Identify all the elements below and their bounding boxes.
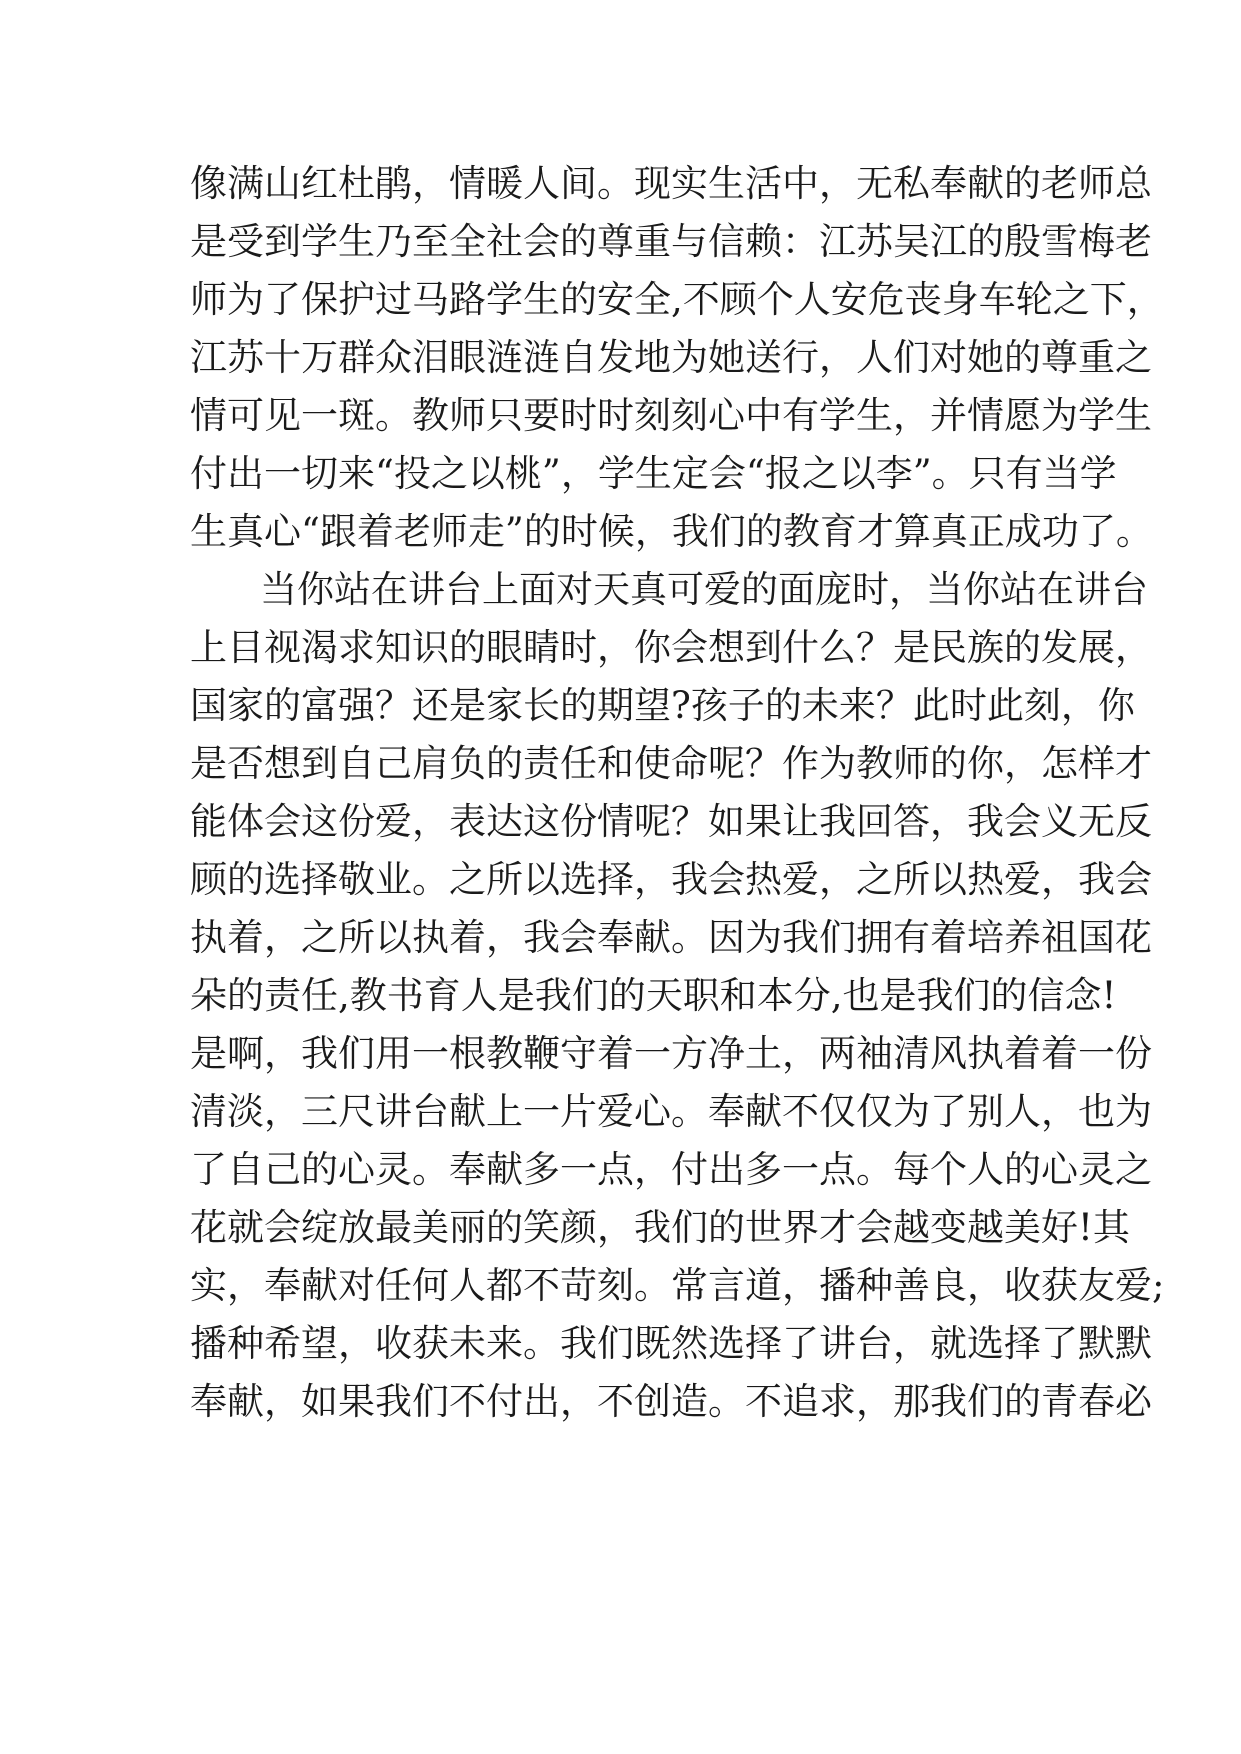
text-line: 付出一切来“投之以桃”，学生定会“报之以李”。只有当学 [190, 452, 1117, 495]
text-line: 江苏十万群众泪眼涟涟自发地为她送行，人们对她的尊重之 [190, 336, 1152, 379]
text-line: 是受到学生乃至全社会的尊重与信赖：江苏吴江的殷雪梅老 [190, 220, 1152, 263]
text-line: 播种希望，收获未来。我们既然选择了讲台，就选择了默默 [190, 1322, 1152, 1365]
body-text [190, 155, 1165, 1431]
text-line: 是否想到自己肩负的责任和使命呢？作为教师的你，怎样才 [190, 742, 1152, 785]
text-line: 是啊，我们用一根教鞭守着一方净土，两袖清风执着着一份 [190, 1032, 1152, 1075]
text-line: 顾的选择敬业。之所以选择，我会热爱，之所以热爱，我会 [190, 858, 1152, 901]
text-line: 清淡，三尺讲台献上一片爱心。奉献不仅仅为了别人，也为 [190, 1090, 1152, 1133]
text-line: 能体会这份爱，表达这份情呢？如果让我回答，我会义无反 [190, 800, 1152, 843]
text-line: 上目视渴求知识的眼睛时，你会想到什么？是民族的发展， [190, 626, 1152, 669]
paragraph-first-line: 当你站在讲台上面对天真可爱的面庞时，当你站在讲台 [260, 568, 1148, 611]
text-line: 像满山红杜鹃，情暖人间。现实生活中，无私奉献的老师总 [190, 162, 1152, 205]
text-line: 花就会绽放最美丽的笑颜，我们的世界才会越变越美好!其 [190, 1206, 1130, 1249]
text-line: 生真心“跟着老师走”的时候，我们的教育才算真正成功了。 [190, 510, 1153, 553]
text-line: 国家的富强？还是家长的期望?孩子的未来？此时此刻，你 [190, 684, 1135, 727]
text-line: 执着，之所以执着，我会奉献。因为我们拥有着培养祖国花 [190, 916, 1152, 959]
text-line: 了自己的心灵。奉献多一点，付出多一点。每个人的心灵之 [190, 1148, 1152, 1191]
text-line: 情可见一斑。教师只要时时刻刻心中有学生，并情愿为学生 [190, 394, 1152, 437]
text-line: 实，奉献对任何人都不苛刻。常言道，播种善良，收获友爱; [190, 1264, 1165, 1307]
text-line: 师为了保护过马路学生的安全,不顾个人安危丧身车轮之下， [190, 278, 1164, 321]
text-line: 朵的责任,教书育人是我们的天职和本分,也是我们的信念! [190, 974, 1117, 1017]
text-line: 奉献，如果我们不付出，不创造。不追求，那我们的青春必 [190, 1380, 1152, 1423]
